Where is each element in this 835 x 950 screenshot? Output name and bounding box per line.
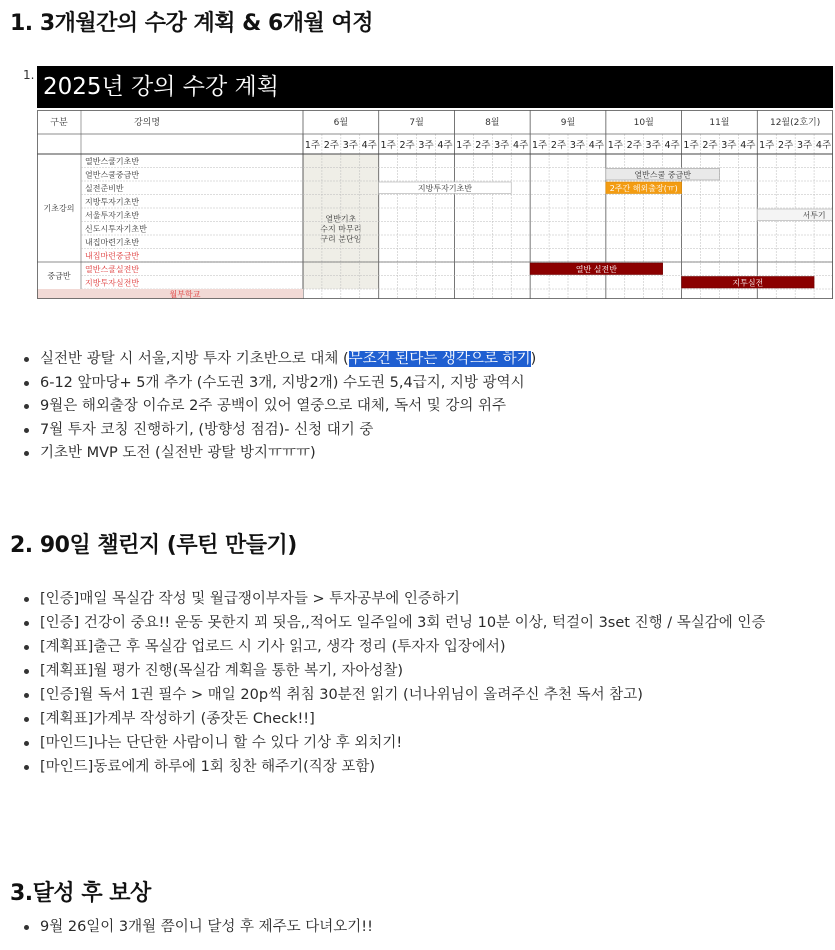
- week-label: 1주: [607, 140, 623, 151]
- footer-label: 월부학교: [169, 290, 201, 299]
- week-label: 3주: [342, 140, 358, 151]
- course-name: 서울투자기초반: [85, 211, 140, 220]
- section3-title: 3.달성 후 보상: [10, 881, 151, 906]
- bullet-dot: [24, 925, 29, 930]
- grid-background: [37, 110, 833, 299]
- list-item-text: 실전반 광탈 시 서울,지방 투자 기초반으로 대체 (: [40, 351, 349, 367]
- list-item-text: [인증]매일 목실감 작성 및 월급쟁이부자들 > 투자공부에 인증하기: [40, 591, 460, 607]
- list-item-text: [계획표]월 평가 진행(목실감 계획을 통한 복기, 자아성찰): [40, 663, 404, 679]
- week-label: 2주: [702, 140, 718, 151]
- week-label: 4주: [588, 140, 605, 151]
- section2-title: 2. 90일 챌린지 (루틴 만들기): [10, 533, 297, 558]
- week-label: 2주: [626, 140, 642, 151]
- week-label: 1주: [380, 140, 396, 151]
- week-label: 2주: [323, 140, 340, 151]
- bullet-dot: [24, 381, 29, 386]
- bullet-dot: [24, 404, 29, 409]
- course-name: 열반스쿨기초반: [85, 157, 140, 166]
- course-name: 신도시투자기초반: [85, 224, 147, 234]
- list-item: [22, 708, 822, 730]
- list-item-text: 기초반 MVP 도전 (실전반 광탈 방지ㅠㅠㅠ): [40, 445, 316, 461]
- week-label: 2주: [399, 140, 415, 151]
- week-label: 2주: [778, 140, 794, 151]
- week-label: 4주: [361, 140, 377, 151]
- header-course: 강의명: [133, 118, 161, 128]
- schedule-bar-label: 서투기: [802, 211, 826, 220]
- list-item-text: [인증] 건강이 중요!! 운동 못한지 꾀 됫음,,적어도 일주일에 3회 런닝 10분 이상, 턱걸이 3set 진행 / 목실감에 인증: [40, 615, 766, 631]
- list-item-text: [계획표]출근 후 목실감 업로드 시 기사 읽고, 생각 정리 (투자자 입장에서): [40, 639, 506, 655]
- week-label: 2주: [550, 140, 567, 151]
- course-name: 내집마련중급반: [85, 251, 140, 261]
- week-label: 3주: [418, 140, 434, 151]
- list-item: [22, 636, 822, 658]
- schedule-bar-label: 지투실전: [732, 278, 764, 288]
- month-label: 9월: [560, 118, 576, 128]
- june-note: 수지 마무리: [320, 224, 362, 234]
- bullet-dot: [24, 765, 29, 770]
- month-label: 8월: [485, 118, 500, 128]
- schedule-bar-label: 열반 실전반: [575, 265, 617, 274]
- schedule-bar-label: 지방투자기초반: [417, 184, 473, 193]
- bullet-dot: [24, 717, 29, 722]
- list-item-text: [마인드]나는 단단한 사람이니 할 수 있다 기상 후 외치기!: [40, 735, 403, 751]
- course-name: 열반스쿨실전반: [85, 265, 140, 274]
- week-label: 1주: [304, 140, 321, 151]
- june-note: 구리 분단임: [320, 234, 362, 244]
- list-item: [22, 419, 536, 441]
- schedule-bar-label: 2주간 해외출장(ㅠ): [609, 184, 678, 193]
- bullet-dot: [24, 693, 29, 698]
- week-label: 1주: [456, 140, 472, 151]
- month-label: 7월: [409, 118, 424, 128]
- bullet-dot: [24, 669, 29, 674]
- june-note: 열반기초: [325, 214, 357, 224]
- course-name: 열반스쿨중급반: [85, 170, 140, 180]
- bullet-dot: [24, 357, 29, 362]
- plan-schedule-table: [37, 110, 833, 317]
- bullet-dot: [24, 621, 29, 626]
- list-item-text: 6-12 앞마당+ 5개 추가 (수도권 3개, 지방2개) 수도권 5,4급지, 지방 광역시: [40, 374, 525, 391]
- section3-bullets: [22, 916, 373, 938]
- bullet-dot: [24, 451, 29, 456]
- week-label: 3주: [645, 140, 661, 151]
- week-label: 4주: [815, 140, 832, 151]
- bullet-dot: [24, 645, 29, 650]
- course-name: 실전준비반: [85, 184, 124, 193]
- list-item-text: 9월은 해외출장 이슈로 2주 공백이 있어 열중으로 대체, 독서 및 강의 위주: [40, 398, 506, 414]
- list-item: [22, 756, 822, 778]
- bullet-dot: [24, 741, 29, 746]
- list-item-text: 9월 26일이 3개월 쯤이니 달성 후 제주도 다녀오기!!: [40, 919, 373, 935]
- list-item: [22, 442, 536, 464]
- list-item-text: [마인드]동료에게 하루에 1회 칭찬 해주기(직장 포함): [40, 759, 376, 775]
- group-name: 기초강의: [43, 204, 75, 213]
- week-label: 3주: [796, 140, 813, 151]
- course-name: 내집마련기초반: [85, 238, 140, 247]
- list-item: [22, 588, 822, 610]
- list-item-text: 7월 투자 코칭 진행하기, (방향성 점검)- 신청 대기 중: [40, 421, 374, 438]
- header-gubun: 구분: [50, 118, 68, 128]
- week-label: 4주: [664, 140, 680, 151]
- list-item: [22, 660, 822, 682]
- week-label: 1주: [683, 140, 699, 151]
- week-label: 2주: [475, 140, 491, 151]
- month-label: 11월: [709, 118, 730, 128]
- course-name: 지방투자실전반: [85, 278, 140, 288]
- week-label: 1주: [531, 140, 548, 151]
- list-item-number: 1.: [23, 68, 35, 82]
- week-label: 4주: [740, 140, 756, 151]
- bullet-dot: [24, 597, 29, 602]
- study-plan-image: [25, 62, 833, 317]
- list-item: [22, 395, 536, 417]
- list-item: [22, 612, 822, 634]
- month-label: 12월(2호기): [769, 118, 821, 128]
- plan-banner: 2025년 강의 수강 계획: [37, 66, 833, 108]
- list-item-text: [계획표]가계부 작성하기 (종잣돈 Check!!]: [40, 711, 315, 727]
- week-label: 4주: [513, 140, 529, 151]
- week-label: 4주: [437, 140, 453, 151]
- section1-bullets: [22, 348, 536, 466]
- list-item-text: [인증]월 독서 1권 필수 > 매일 20p씩 취침 30분전 읽기 (너나위님이 올려주신 추천 독서 참고): [40, 687, 643, 703]
- list-item: [22, 916, 373, 938]
- highlighted-text: 무조건 된다는 생각으로 하기: [348, 351, 531, 367]
- course-name: 지방투자기초반: [85, 197, 140, 207]
- schedule-bar-label: 열반스쿨 중급반: [634, 170, 691, 180]
- bullet-dot: [24, 428, 29, 433]
- list-item: [22, 372, 536, 394]
- week-label: 3주: [494, 140, 510, 151]
- week-label: 3주: [569, 140, 586, 151]
- month-label: 10월: [633, 118, 654, 128]
- list-item: [22, 684, 822, 706]
- week-label: 3주: [721, 140, 737, 151]
- list-item: [22, 732, 822, 754]
- month-label: 6월: [333, 118, 349, 128]
- section1-title: 1. 3개월간의 수강 계획 & 6개월 여정: [10, 11, 373, 36]
- group-name: 중급반: [47, 271, 71, 281]
- week-label: 1주: [759, 140, 775, 151]
- section2-bullets: [22, 588, 822, 780]
- list-item-text: ): [530, 351, 537, 367]
- list-item: [22, 348, 536, 370]
